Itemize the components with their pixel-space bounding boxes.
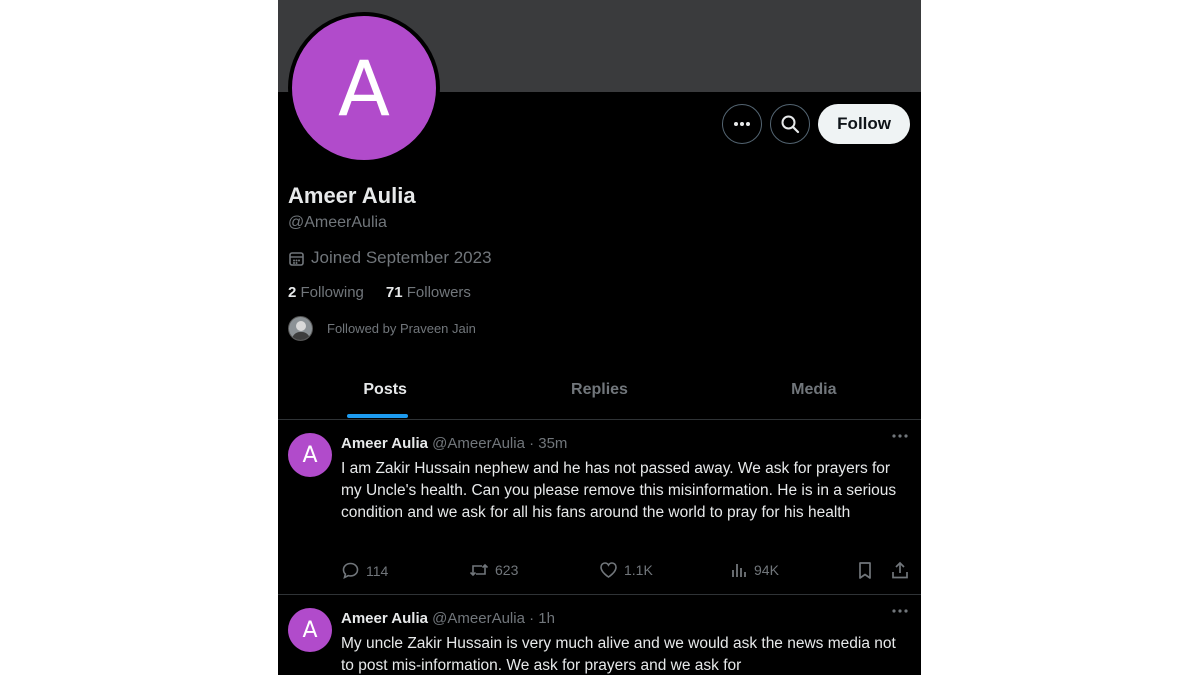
post-item[interactable]	[278, 596, 921, 675]
more-icon	[891, 433, 909, 439]
repost-button[interactable]	[469, 561, 518, 579]
post-meta: @AmeerAulia · 1h	[432, 610, 555, 627]
followers-link[interactable]	[386, 284, 471, 301]
views-icon	[730, 561, 748, 579]
post-header	[341, 435, 567, 452]
post-more-button[interactable]	[891, 608, 909, 614]
profile-handle: @AmeerAulia	[288, 214, 387, 231]
post-item[interactable]	[278, 421, 921, 595]
profile-name: Ameer Aulia	[288, 183, 416, 208]
search-icon	[780, 114, 800, 134]
repost-count: 623	[495, 562, 519, 578]
more-icon	[733, 121, 751, 127]
post-avatar[interactable]: A	[288, 433, 332, 477]
tab-posts[interactable]: Posts	[363, 380, 407, 398]
post-text: I am Zakir Hussain nephew and he has not passed away. We ask for prayers for my Uncle's health. Can you please remove this misinformation. He is in a serious condition and we ask for all his fans around the world to pray for his health	[341, 460, 897, 521]
followed-by-text: Followed by Praveen Jain	[327, 321, 476, 336]
post-author-name[interactable]: Ameer Aulia	[341, 610, 428, 627]
follower-avatar	[288, 316, 313, 341]
profile-avatar[interactable]: A	[288, 12, 440, 164]
joined-text: Joined September 2023	[311, 248, 492, 267]
followers-label: Followers	[406, 284, 471, 301]
following-link[interactable]	[288, 284, 364, 301]
profile-actions	[722, 104, 910, 144]
tab-media[interactable]: Media	[791, 380, 837, 398]
post-more-button[interactable]	[891, 433, 909, 439]
reply-count: 114	[366, 562, 389, 579]
reply-icon	[341, 561, 360, 580]
joined-date	[288, 248, 492, 268]
followed-by[interactable]	[288, 316, 476, 341]
share-button[interactable]	[891, 561, 909, 580]
repost-icon	[469, 561, 489, 579]
views-count: 94K	[754, 562, 779, 578]
more-button[interactable]	[722, 104, 762, 144]
like-count: 1.1K	[624, 562, 653, 578]
followers-count: 71	[385, 284, 403, 301]
profile-page	[278, 0, 921, 675]
following-count: 2	[288, 284, 297, 301]
follow-button[interactable]: Follow	[818, 104, 910, 144]
search-button[interactable]	[770, 104, 810, 144]
follow-counts	[288, 284, 471, 301]
calendar-icon	[288, 250, 305, 267]
share-icon	[891, 561, 909, 580]
post-text: My uncle Zakir Hussain is very much alive and we would ask the news media not to post mis-information. We ask for prayers and we ask for	[341, 635, 896, 674]
profile-tabs	[278, 360, 921, 420]
active-tab-indicator	[347, 414, 408, 418]
post-actions	[341, 561, 911, 581]
bookmark-icon	[857, 561, 873, 580]
views-button[interactable]	[730, 561, 779, 579]
tab-replies[interactable]: Replies	[571, 380, 628, 398]
post-header	[341, 610, 555, 627]
post-author-name[interactable]: Ameer Aulia	[341, 435, 428, 452]
following-label: Following	[300, 284, 364, 301]
post-meta: @AmeerAulia · 35m	[432, 435, 568, 452]
reply-button[interactable]	[341, 561, 388, 580]
post-avatar[interactable]: A	[288, 608, 332, 652]
like-button[interactable]	[599, 561, 653, 579]
heart-icon	[599, 561, 618, 579]
bookmark-button[interactable]	[857, 561, 873, 580]
more-icon	[891, 608, 909, 614]
